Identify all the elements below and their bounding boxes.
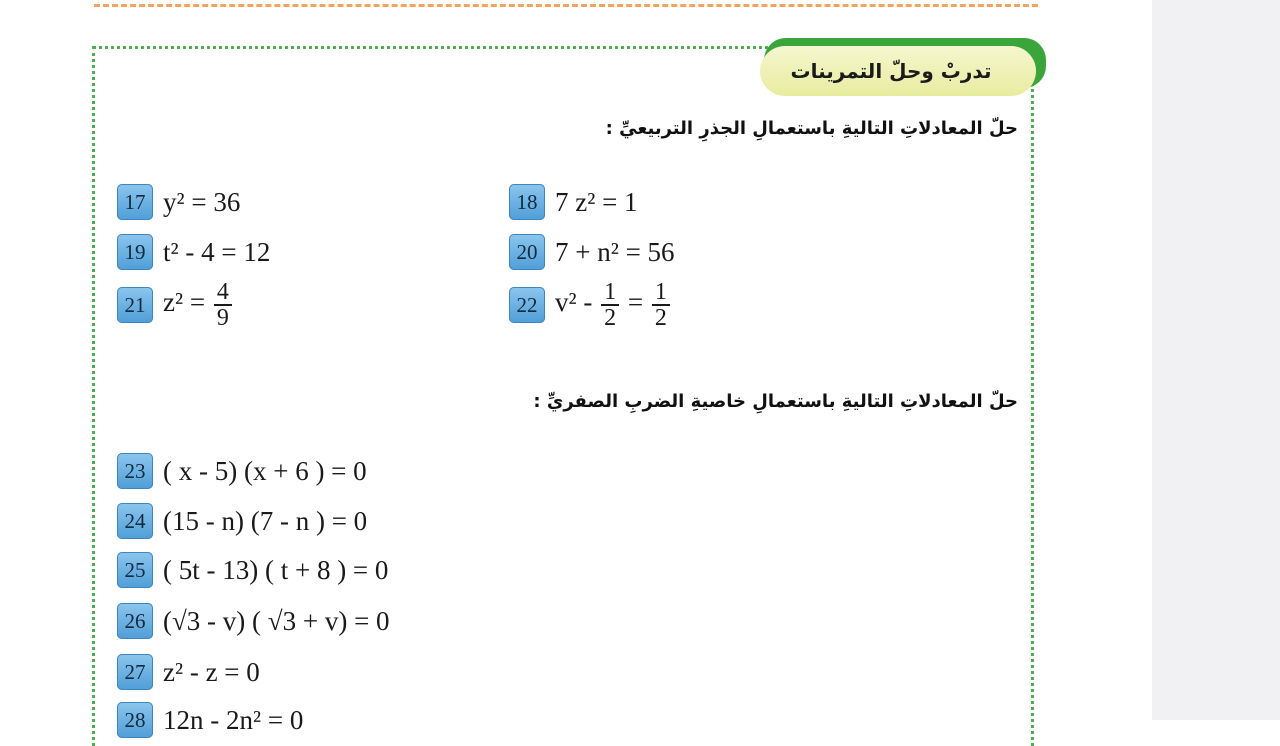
- exercise-28: [117, 701, 303, 739]
- equation: 7 + n² = 56: [555, 237, 675, 267]
- fraction: [601, 280, 619, 330]
- equation: 7 z² = 1: [555, 187, 638, 217]
- equals-sign: =: [627, 287, 644, 318]
- exercise-number: 25: [117, 552, 153, 588]
- exercise-number: 19: [117, 234, 153, 270]
- exercise-26: [117, 602, 390, 640]
- exercise-25: [117, 551, 388, 589]
- equation: 12n - 2n² = 0: [163, 705, 304, 735]
- exercise-23: [117, 452, 367, 490]
- equation: (15 - n) (7 - n ) = 0: [163, 506, 368, 536]
- fraction-denominator: 2: [604, 305, 617, 331]
- exercise-20: [509, 233, 675, 271]
- exercise-17: [117, 183, 240, 221]
- fraction: [214, 280, 232, 330]
- section-title: تدربْ وحلّ التمرينات: [790, 59, 992, 83]
- exercise-number: 23: [117, 453, 153, 489]
- exercise-number: 18: [509, 184, 545, 220]
- fraction-numerator: 4: [214, 280, 232, 306]
- exercise-number: 17: [117, 184, 153, 220]
- instruction-square-root: حلّ المعادلاتِ التاليةِ باستعمالِ الجذرِ التربيعيِّ :: [605, 118, 1018, 139]
- exercise-number: 27: [117, 654, 153, 690]
- equation-lhs: v² -: [555, 287, 593, 318]
- exercise-22: [509, 279, 672, 331]
- equation: ( x - 5) (x + 6 ) = 0: [163, 456, 367, 486]
- top-dashed-divider: [94, 4, 1038, 7]
- equation: y² = 36: [163, 187, 241, 217]
- page-gutter: [1152, 0, 1280, 720]
- equation: [555, 280, 672, 330]
- exercise-19: [117, 233, 270, 271]
- equation: [163, 280, 234, 330]
- instruction-zero-product: حلّ المعادلاتِ التاليةِ باستعمالِ خاصيةِ الضربِ الصفريِّ :: [533, 391, 1018, 412]
- exercise-number: 22: [509, 287, 545, 323]
- equation: (√3 - v) ( √3 + v) = 0: [163, 606, 390, 636]
- fraction-denominator: 9: [216, 305, 229, 331]
- exercise-number: 28: [117, 702, 153, 738]
- fraction-numerator: 1: [601, 280, 619, 306]
- fraction-denominator: 2: [654, 305, 667, 331]
- exercise-number: 24: [117, 503, 153, 539]
- exercise-number: 21: [117, 287, 153, 323]
- section-tab: [760, 46, 1036, 96]
- exercise-21: [117, 279, 234, 331]
- exercise-18: [509, 183, 638, 221]
- fraction: [652, 280, 670, 330]
- exercise-24: [117, 502, 367, 540]
- equation: ( 5t - 13) ( t + 8 ) = 0: [163, 555, 389, 585]
- equation-lhs: z² =: [163, 287, 206, 318]
- fraction-numerator: 1: [652, 280, 670, 306]
- equation: t² - 4 = 12: [163, 237, 271, 267]
- exercise-number: 20: [509, 234, 545, 270]
- exercise-27: [117, 653, 260, 691]
- exercise-number: 26: [117, 603, 153, 639]
- equation: z² - z = 0: [163, 657, 260, 687]
